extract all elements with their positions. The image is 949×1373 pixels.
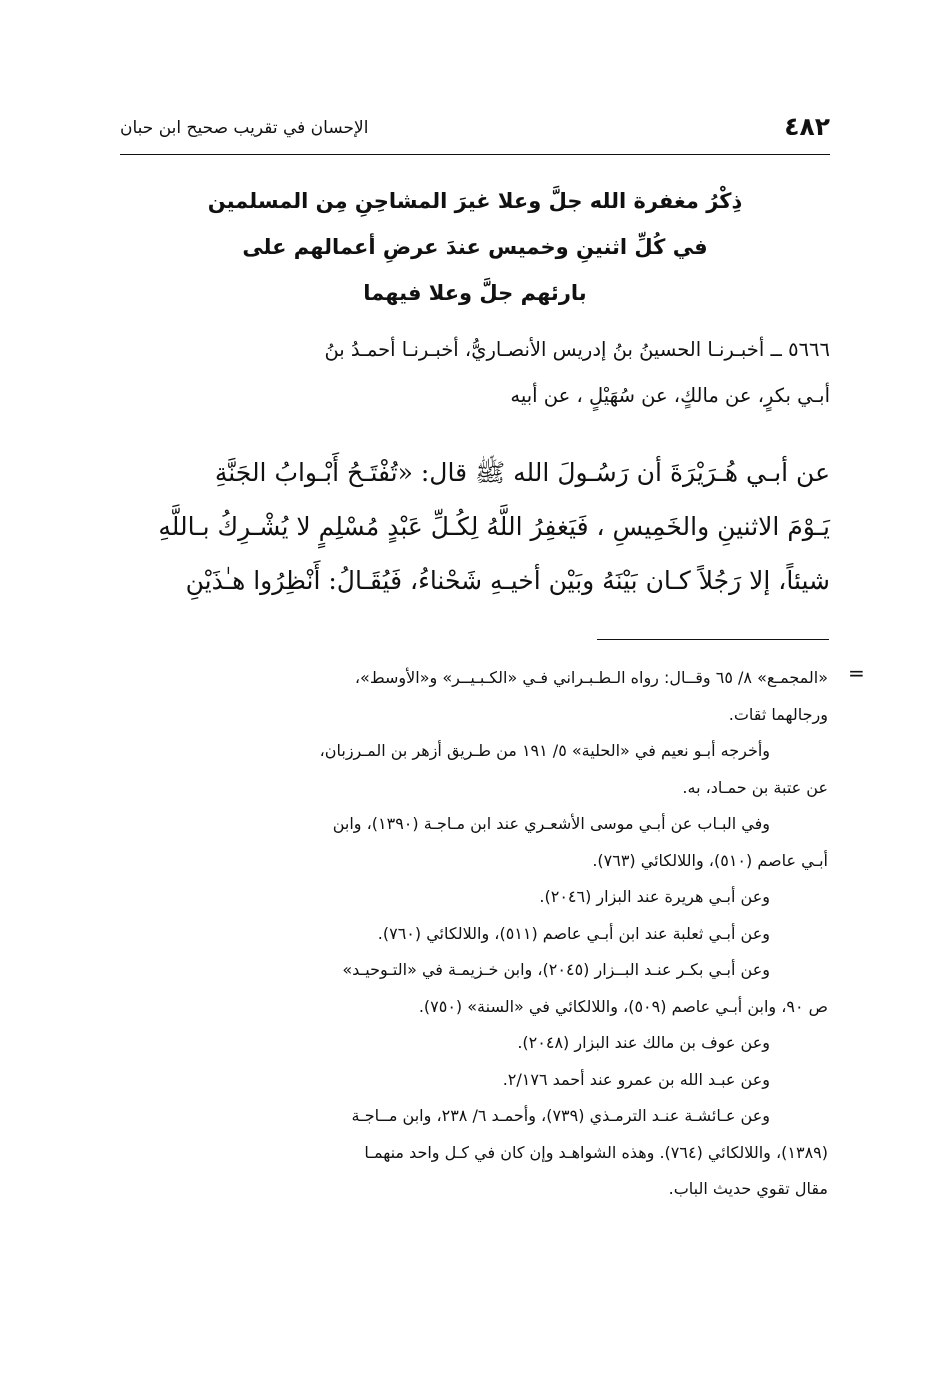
footnote-line: وعن أبـي هريرة عند البزار (٢٠٤٦). — [539, 887, 770, 906]
footnotes — [128, 660, 828, 1208]
footnote-line: «المجمـع» ٨/ ٦٥ وقــال: رواه الـطـبـراني فـي «الكـبـيــر» و«الأوسط»، — [354, 668, 828, 687]
footnote-line: وعن أبـي ثعلبة عند ابن أبـي عاصم (٥١١)، واللالكائي (٧٦٠). — [377, 923, 770, 943]
chapter-heading-line: في كُلِّ اثنينِ وخميس عندَ عرضِ أعمالهم على — [242, 235, 708, 259]
footnote-line: وأخرجه أبـو نعيم في «الحلية» ٥/ ١٩١ من طـريق أزهر بن المـرزبان، — [319, 741, 770, 760]
hadith-text-line: شيئاً، إلا رَجُلاً كـان بَيْنَهُ وبَيْن أخيـهِ شَحْناءُ، فَيُقَـالُ: أَنْظِرُوا هـٰذَيْنِ — [185, 566, 830, 595]
chapter-heading-line: بارئهم جلَّ وعلا فيهما — [363, 281, 587, 305]
footnote-line: مقال تقوي حديث الباب. — [668, 1179, 828, 1198]
header-rule — [120, 154, 830, 155]
footnote-line: وعن عـائشـة عنـد الترمـذي (٧٣٩)، وأحمـد ٦/ ٢٣٨، وابن مــاجـة — [351, 1106, 770, 1125]
footnote-line: وعن أبـي بكـر عنـد البــزار (٢٠٤٥)، وابن خـزيمـة في «التـوحيـد» — [342, 960, 770, 979]
footnote-line: وعن عوف بن مالك عند البزار (٢٠٤٨). — [517, 1033, 770, 1052]
footnote-line: وفي البـاب عن أبـي موسى الأشعـري عند ابن مـاجـة (١٣٩٠)، وابن — [332, 814, 770, 833]
continuation-mark: = — [848, 661, 865, 685]
hadith-chain-line: ٥٦٦٦ ــ أخبـرنـا الحسينُ بنُ إدريس الأنصـاريُّ، أخبـرنـا أحمـدُ بنُ — [324, 338, 830, 361]
hadith-text-line: يَـوْمَ الاثنينِ والخَمِيسِ ، فَيَغفِرُ اللَّهُ لِكُـلِّ عَبْدٍ مُسْلِمٍ لا يُشْـرِكُ بـاللَّهِ — [158, 512, 830, 541]
page-number: ٤٨٢ — [784, 112, 830, 141]
footnote-separator — [597, 639, 829, 640]
footnote-line: أبـي عاصم (٥١٠)، واللالكائي (٧٦٣). — [592, 850, 828, 870]
running-title: الإحسان في تقريب صحيح ابن حبان — [120, 118, 369, 138]
page-header — [120, 112, 830, 148]
chapter-heading-line: ذِكْرُ مغفرة الله جلَّ وعلا غيرَ المشاحِنِ مِن المسلمين — [207, 189, 743, 213]
footnote-line: (١٣٨٩)، واللالكائي (٧٦٤). وهذه الشواهـد وإن كان في كـل واحد منهمـا — [364, 1142, 828, 1162]
footnote-line: عن عتبة بن حمـاد، به. — [682, 777, 828, 797]
hadith-chain-line: أبـي بكرٍ، عن مالكٍ، عن سُهَيْلٍ ، عن أبيه — [510, 384, 830, 407]
hadith-text-line: عن أبـي هُـرَيْرَةَ أن رَسُـولَ الله ﷺ قال: «تُفْتَـحُ أَبْـوابُ الجَنَّةِ — [214, 458, 830, 487]
chapter-heading — [160, 178, 790, 316]
footnote-line: وعن عبـد الله بن عمرو عند أحمد ٢/١٧٦. — [502, 1069, 770, 1089]
hadith-chain — [120, 327, 830, 419]
footnote-line: ورجالهما ثقات. — [728, 704, 828, 724]
hadith-text — [120, 446, 830, 608]
footnote-line: ص ٩٠، وابن أبـي عاصم (٥٠٩)، واللالكائي في «السنة» (٧٥٠). — [418, 996, 828, 1016]
